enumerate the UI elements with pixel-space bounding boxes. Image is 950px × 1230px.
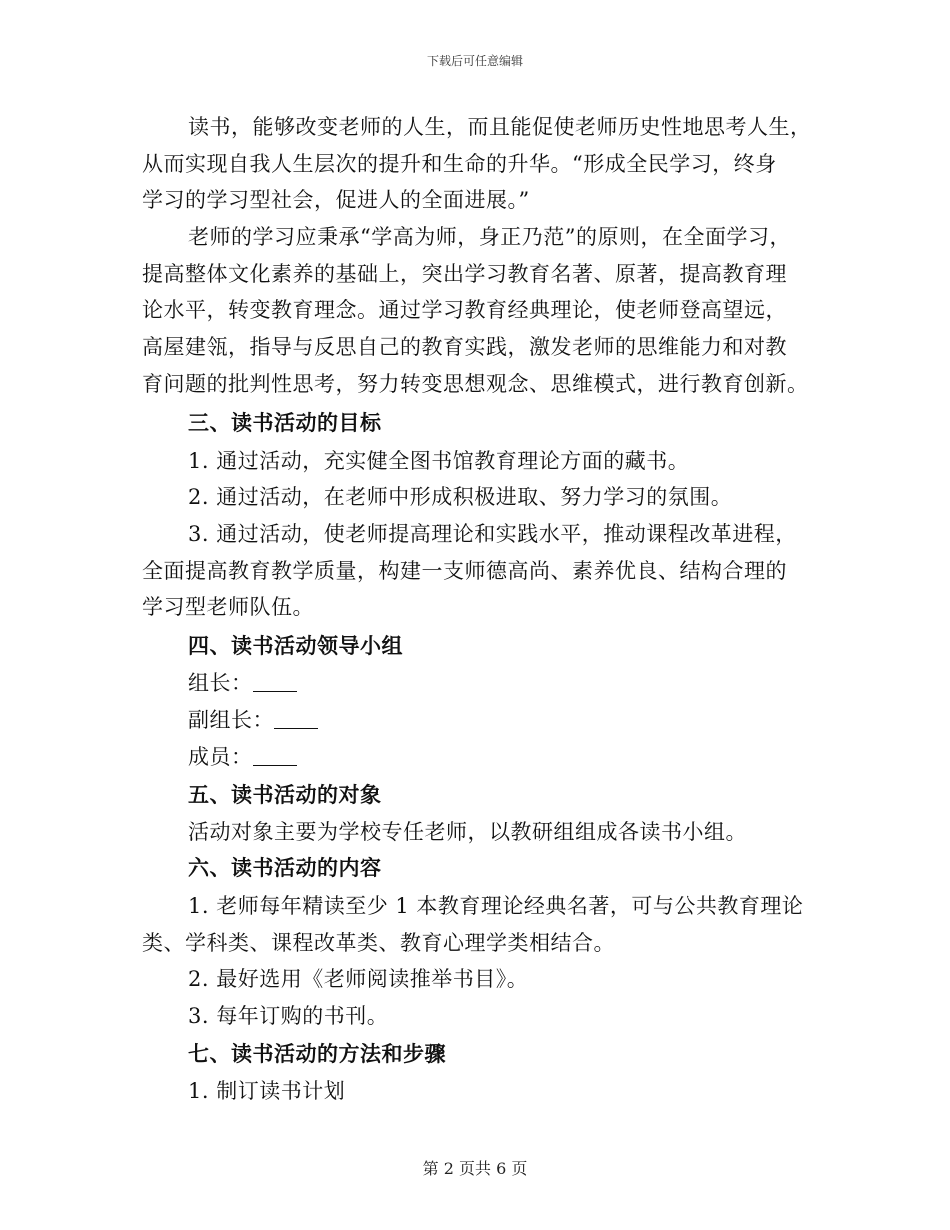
paragraph-line: 老师的学习应秉承“学高为师，身正乃范”的原则，在全面学习， bbox=[188, 225, 791, 249]
page-header: 下载后可任意编辑 bbox=[426, 54, 523, 68]
field-label: 组长： bbox=[188, 671, 253, 695]
section-heading: 四、读书活动领导小组 bbox=[188, 633, 403, 658]
fill-blank bbox=[253, 747, 297, 766]
list-item: 3. 通过活动，使老师提高理论和实践水平，推动课程改革进程， bbox=[188, 522, 797, 546]
section-heading: 三、读书活动的目标 bbox=[188, 410, 382, 435]
field-label: 副组长： bbox=[188, 708, 274, 732]
list-item: 1. 老师每年精读至少 1 本教育理论经典名著，可与公共教育理论 bbox=[188, 894, 804, 918]
page-footer: 第 2 页共 6 页 bbox=[422, 1159, 528, 1178]
paragraph-line: 育问题的批判性思考，努力转变思想观念、思维模式，进行教育创新。 bbox=[142, 372, 809, 396]
paragraph-line: 论水平，转变教育理念。通过学习教育经典理论，使老师登高望远， bbox=[142, 298, 787, 322]
field-label: 成员： bbox=[188, 745, 253, 769]
paragraph-line: 学习的学习型社会，促进人的全面进展。” bbox=[142, 188, 530, 212]
paragraph-line: 高屋建瓴，指导与反思自己的教育实践，激发老师的思维能力和对教 bbox=[142, 335, 787, 359]
paragraph-line: 类、学科类、课程改革类、教育心理学类相结合。 bbox=[142, 931, 615, 955]
paragraph-line: 提高整体文化素养的基础上，突出学习教育名著、原著，提高教育理 bbox=[142, 262, 787, 286]
paragraph-line: 活动对象主要为学校专任老师，以教研组组成各读书小组。 bbox=[188, 820, 747, 844]
section-heading: 七、读书活动的方法和步骤 bbox=[188, 1041, 446, 1066]
fill-blank bbox=[274, 710, 318, 729]
deputy-leader-field bbox=[188, 707, 318, 733]
paragraph-line: 从而实现自我人生层次的提升和生命的升华。“形成全民学习，终身 bbox=[142, 152, 777, 176]
fill-blank bbox=[253, 673, 297, 692]
leader-field bbox=[188, 670, 297, 696]
members-field bbox=[188, 744, 297, 770]
paragraph-line: 全面提高教育教学质量，构建一支师德高尚、素养优良、结构合理的 bbox=[142, 559, 787, 583]
list-item: 3. 每年订购的书刊。 bbox=[188, 1004, 389, 1028]
list-item: 1. 制订读书计划 bbox=[188, 1079, 346, 1103]
list-item: 2. 最好选用《老师阅读推举书目》。 bbox=[188, 967, 529, 991]
list-item: 2. 通过活动，在老师中形成积极进取、努力学习的氛围。 bbox=[188, 485, 733, 509]
paragraph-line: 学习型老师队伍。 bbox=[142, 595, 314, 619]
paragraph-line: 读书，能够改变老师的人生，而且能促使老师历史性地思考人生， bbox=[188, 115, 812, 139]
list-item: 1. 通过活动，充实健全图书馆教育理论方面的藏书。 bbox=[188, 449, 690, 473]
section-heading: 六、读书活动的内容 bbox=[188, 855, 382, 880]
section-heading: 五、读书活动的对象 bbox=[188, 782, 382, 807]
